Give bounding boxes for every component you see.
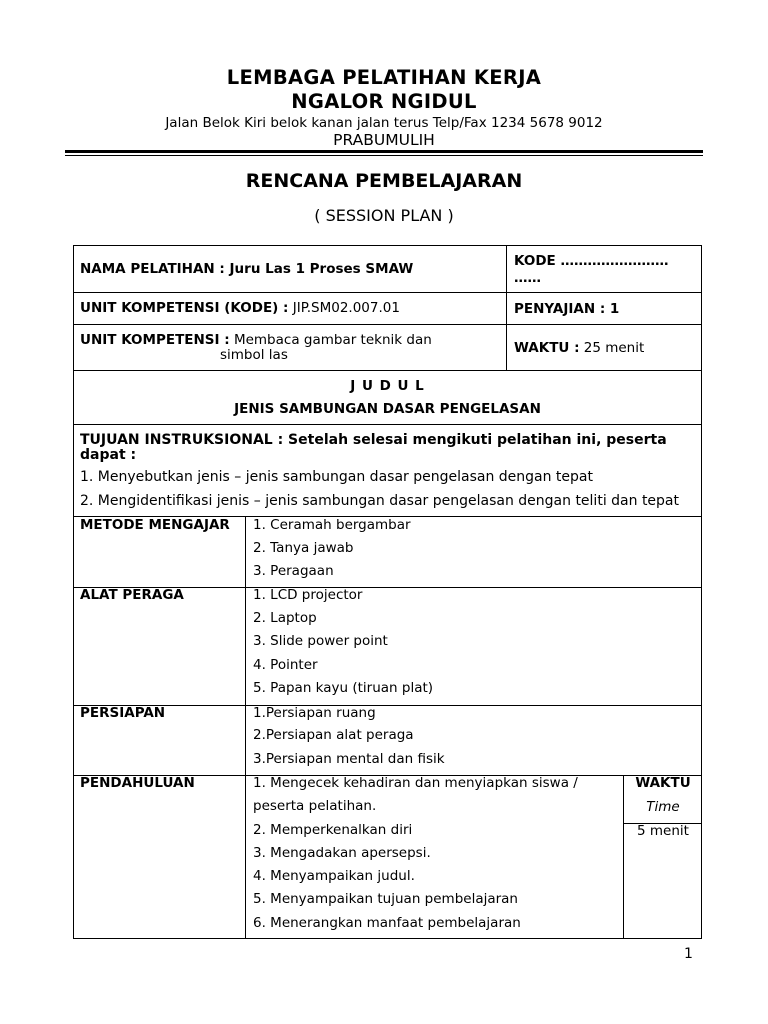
organization-city: PRABUMULIH: [333, 131, 435, 149]
tujuan-item-1: 1. Menyebutkan jenis – jenis sambungan dasar pengelasan dengan tepat: [80, 469, 593, 485]
document-subtitle: ( SESSION PLAN ): [314, 206, 454, 225]
pendahuluan-item-1-continued: peserta pelatihan.: [253, 798, 377, 814]
alat-peraga-label: ALAT PERAGA: [80, 587, 184, 603]
pendahuluan-item-2: 2. Memperkenalkan diri: [253, 822, 413, 838]
organization-address: Jalan Belok Kiri belok kanan jalan terus Telp/Fax 1234 5678 9012: [165, 115, 603, 131]
unit-kompetensi-value-line1: Membaca gambar teknik dan: [229, 332, 432, 348]
pendahuluan-label: PENDAHULUAN: [80, 775, 195, 791]
tujuan-item-2: 2. Mengidentifikasi jenis – jenis sambungan dasar pengelasan dengan teliti dan tepat: [80, 493, 679, 509]
metode-label: METODE MENGAJAR: [80, 517, 230, 533]
kode-label: KODE ……………………: [514, 253, 669, 269]
metode-item-1: 1. Ceramah bergambar: [253, 517, 411, 533]
alat-item-1: 1. LCD projector: [253, 587, 363, 603]
pendahuluan-waktu-label: WAKTU: [635, 775, 691, 791]
judul-label: J U D U L: [350, 378, 425, 394]
waktu-field: [514, 340, 644, 356]
unit-kode-label: UNIT KOMPETENSI (KODE) :: [80, 300, 289, 316]
kode-label-continued: ……: [514, 270, 541, 286]
letterhead: [0, 66, 768, 150]
alat-item-4: 4. Pointer: [253, 657, 318, 673]
nama-pelatihan-label: NAMA PELATIHAN : Juru Las 1 Proses SMAW: [80, 261, 414, 277]
alat-item-3: 3. Slide power point: [253, 633, 388, 649]
metode-item-2: 2. Tanya jawab: [253, 540, 354, 556]
persiapan-item-1: 1.Persiapan ruang: [253, 705, 376, 721]
organization-name-line2: NGALOR NGIDUL: [291, 90, 477, 113]
judul-value: JENIS SAMBUNGAN DASAR PENGELASAN: [234, 401, 541, 417]
pendahuluan-item-5: 5. Menyampaikan tujuan pembelajaran: [253, 891, 518, 907]
persiapan-item-2: 2.Persiapan alat peraga: [253, 727, 414, 743]
pendahuluan-item-6: 6. Menerangkan manfaat pembelajaran: [253, 915, 521, 931]
waktu-value: 25 menit: [579, 340, 645, 356]
persiapan-item-3: 3.Persiapan mental dan fisik: [253, 751, 445, 767]
pendahuluan-item-3: 3. Mengadakan apersepsi.: [253, 845, 431, 861]
pendahuluan-duration: 5 menit: [637, 823, 689, 839]
letterhead-rule-thick: [65, 150, 703, 153]
pendahuluan-item-1: 1. Mengecek kehadiran dan menyiapkan siswa /: [253, 775, 578, 791]
unit-kompetensi-label: UNIT KOMPETENSI :: [80, 332, 230, 348]
unit-kompetensi: [80, 332, 432, 348]
pendahuluan-time-label: Time: [646, 799, 680, 815]
tujuan-label-continued: dapat :: [80, 447, 137, 463]
waktu-label: WAKTU :: [514, 340, 580, 356]
alat-item-2: 2. Laptop: [253, 610, 317, 626]
unit-kompetensi-kode: [80, 300, 400, 316]
pendahuluan-item-4: 4. Menyampaikan judul.: [253, 868, 415, 884]
tujuan-label: TUJUAN INSTRUKSIONAL : Setelah selesai mengikuti pelatihan ini, peserta: [80, 432, 667, 448]
alat-item-5: 5. Papan kayu (tiruan plat): [253, 680, 434, 696]
unit-kompetensi-value-line2: simbol las: [220, 347, 288, 363]
penyajian-label: PENYAJIAN : 1: [514, 301, 620, 317]
organization-name-line1: LEMBAGA PELATIHAN KERJA: [226, 66, 542, 89]
session-plan-table: [73, 245, 702, 939]
document-title: RENCANA PEMBELAJARAN: [245, 170, 523, 192]
unit-kode-value: JIP.SM02.007.01: [288, 300, 400, 316]
page-number: 1: [684, 946, 693, 962]
letterhead-rule-thin: [65, 155, 703, 156]
metode-item-3: 3. Peragaan: [253, 563, 334, 579]
persiapan-label: PERSIAPAN: [80, 705, 166, 721]
